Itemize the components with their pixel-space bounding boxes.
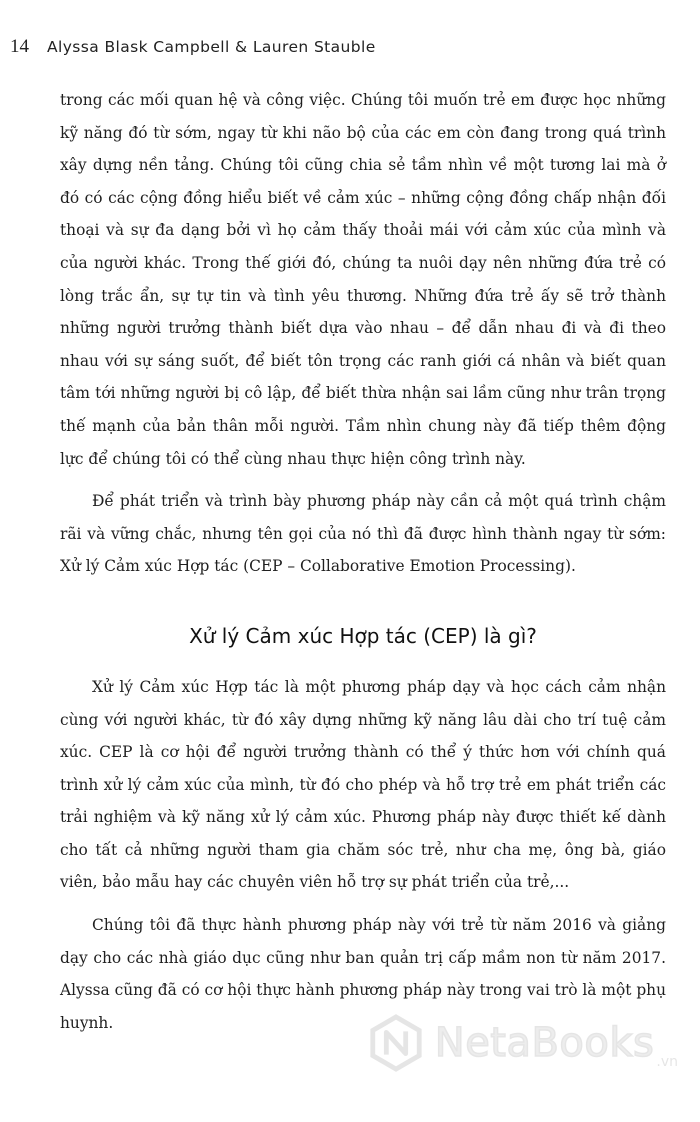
watermark-suffix: .vn — [656, 1054, 678, 1070]
running-header — [10, 36, 376, 60]
watermark-brand: NetaBooks — [434, 1020, 655, 1066]
header-authors: Alyssa Blask Campbell & Lauren Stauble — [47, 38, 376, 56]
netabooks-logo-icon — [367, 1014, 425, 1072]
watermark — [367, 988, 678, 1098]
page-number: 14 — [10, 36, 29, 57]
body-paragraph: trong các mối quan hệ và công việc. Chúng tôi muốn trẻ em được học những kỹ năng đó từ sớm, ngay từ khi não bộ của các em còn đang trong quá trình xây dựng nền tảng. Chúng tôi cũng chia sẻ tầm nhìn về một tương lai mà ở đó có các cộng đồng hiểu biết về cảm xúc – những cộng đồng chấp nhận đối thoại và sự đa dạng bởi vì họ cảm thấy thoải mái với cảm xúc của mình và của người khác. Trong thế giới đó, chúng ta nuôi dạy nên những đứa trẻ có lòng trắc ẩn, sự tự tin và tình yêu thương. Những đứa trẻ ấy sẽ trở thành những người trưởng thành biết dựa vào nhau – để dẫn nhau đi và đi theo nhau với sự sáng suốt, để biết tôn trọng các ranh giới cá nhân và biết quan tâm tới những người bị cô lập, để biết thừa nhận sai lầm cũng như trân trọng thế mạnh của bản thân mỗi người. Tầm nhìn chung này đã tiếp thêm động lực để chúng tôi có thể cùng nhau thực hiện công trình này. — [60, 91, 666, 468]
page-body — [60, 84, 666, 1039]
body-paragraph: Xử lý Cảm xúc Hợp tác là một phương pháp dạy và học cách cảm nhận cùng với người khác, từ đó xây dựng những kỹ năng lâu dài cho trí tuệ cảm xúc. CEP là cơ hội để người trưởng thành có thể ý thức hơn với chính quá trình xử lý cảm xúc của mình, từ đó cho phép và hỗ trợ trẻ em phát triển các trải nghiệm và kỹ năng xử lý cảm xúc. Phương pháp này được thiết kế dành cho tất cả những người tham gia chăm sóc trẻ, như cha mẹ, ông bà, giáo viên, bảo mẫu hay các chuyên viên hỗ trợ sự phát triển của trẻ,... — [60, 677, 666, 892]
body-paragraph: Chúng tôi đã thực hành phương pháp này với trẻ từ năm 2016 và giảng dạy cho các nhà giáo dục cũng như ban quản trị cấp mầm non từ năm 2017. Alyssa cũng đã có cơ hội thực hành phương pháp này trong vai trò là một phụ huynh. — [60, 916, 666, 1032]
section-heading: Xử lý Cảm xúc Hợp tác (CEP) là gì? — [189, 623, 537, 648]
body-paragraph: Để phát triển và trình bày phương pháp này cần cả một quá trình chậm rãi và vững chắc, nhưng tên gọi của nó thì đã được hình thành ngay từ sớm: Xử lý Cảm xúc Hợp tác (CEP – Collaborative Emotion Processing). — [60, 492, 666, 576]
